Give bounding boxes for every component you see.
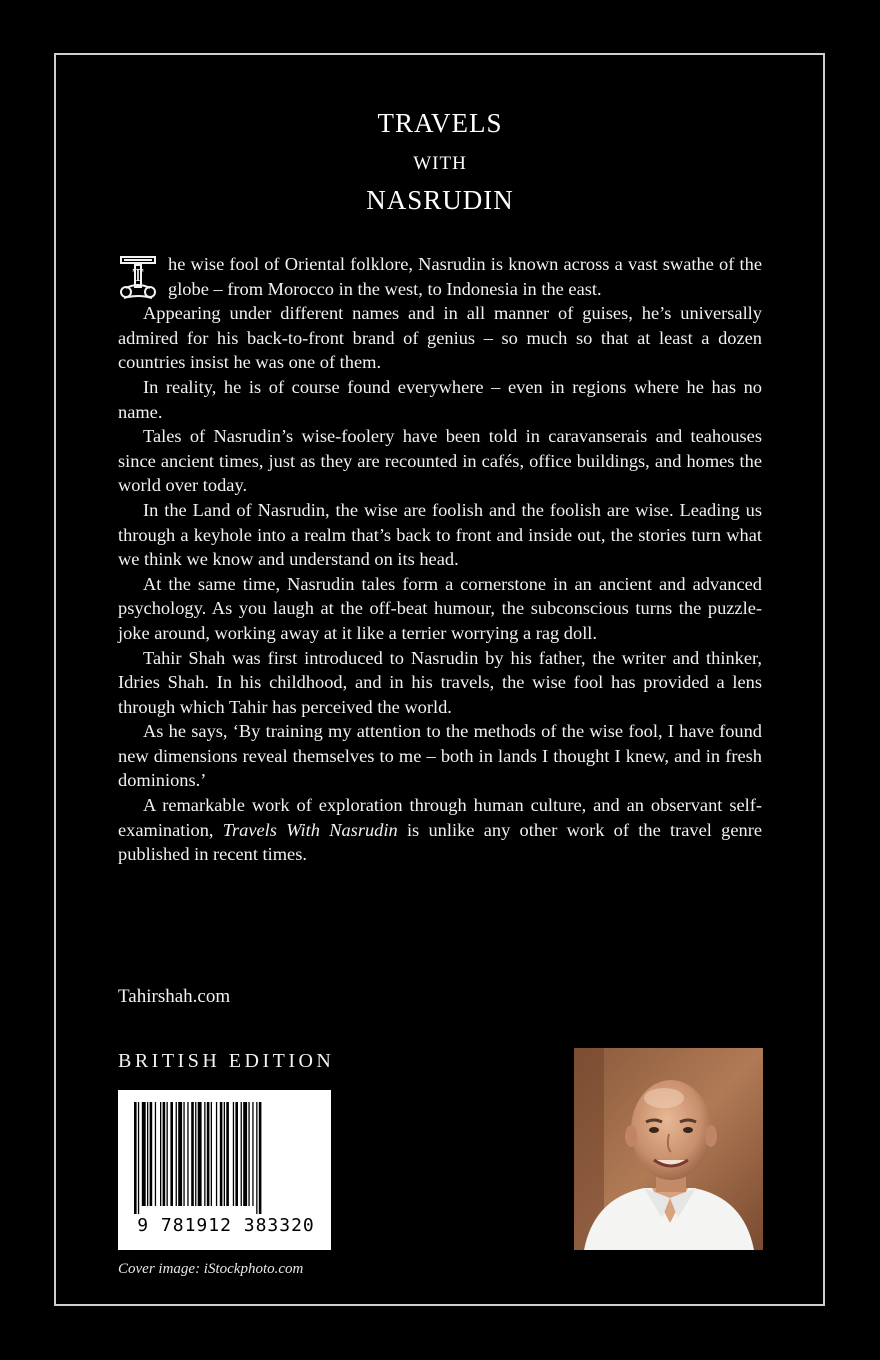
blurb-paragraph-1 [118,252,762,301]
barcode-bar [211,1102,212,1206]
barcode-bar [241,1102,242,1206]
author-portrait-image [574,1048,763,1250]
paragraph-text: he wise fool of Oriental folklore, Nasrudin is known across a vast swathe of the globe – from Morocco in the west, to Indonesia in the east. [168,254,762,299]
isbn-number: 9 781912 383320 [137,1215,315,1236]
blurb-paragraph-5: In the Land of Nasrudin, the wise are foolish and the foolish are wise. Leading us through a keyhole into a realm that’s back to front and inside out, the stories turn what we think we know and understand on its head. [118,499,762,570]
barcode-bar [195,1102,196,1206]
barcode-bar [248,1102,249,1206]
author-photo [574,1048,763,1250]
barcode-bar [233,1102,234,1206]
website-link[interactable]: Tahirshah.com [118,986,231,1007]
barcode-bar [216,1102,217,1206]
barcode-bar [170,1102,173,1206]
barcode-bar [142,1102,146,1206]
barcode-bar [155,1102,156,1206]
dropcap-ornament [118,254,158,300]
title-line-2: WITH [413,153,467,174]
blurb-paragraph-7: Tahir Shah was first introduced to Nasrudin by his father, the writer and thinker, Idries Shah. In his childhood, and in his travels, the wise fool has provided a lens through which Tahir has perceived the world. [118,647,762,717]
barcode-bar [187,1102,188,1206]
barcode-bar [243,1102,247,1206]
blurb [118,252,762,867]
barcode-bar [178,1102,182,1206]
blurb-paragraph-2: Appearing under different names and in all manner of guises, he’s universally admired for his back-to-front brand of genius – so much so that at least a dozen countries insist he was one of them. [118,303,762,373]
title-line-1: TRAVELS [377,108,503,138]
barcode-bar [183,1102,184,1206]
barcode-bar [220,1102,223,1206]
barcode-bar [163,1102,166,1206]
blurb-paragraph-9 [118,793,762,867]
barcode-bar [191,1102,194,1206]
barcode-bar [259,1102,262,1214]
barcode [118,1090,331,1250]
barcode-bar [167,1102,168,1206]
barcode-bar [207,1102,210,1206]
barcode-bar [160,1102,161,1206]
barcode-bar [150,1102,153,1206]
blurb-paragraph-6: At the same time, Nasrudin tales form a cornerstone in an ancient and advanced psychology. As you laugh at the off-beat humour, the subconscious turns the puzzle-joke around, working away at it like a terrier worrying a rag doll. [118,573,762,643]
barcode-bar [176,1102,177,1206]
barcode-bar [226,1102,229,1206]
barcode-bar [235,1102,238,1206]
barcode-bar [224,1102,225,1206]
paragraph-text: A remarkable work of exploration through human culture, and an observant self-examination, [118,795,762,840]
barcode-bar [198,1102,202,1206]
barcode-bar [134,1102,137,1214]
blurb-paragraph-8: As he says, ‘By training my attention to the methods of the wise fool, I have found new dimensions reveal themselves to me – both in lands I thought I knew, and in fresh dominions.’ [118,721,762,791]
barcode-bar [204,1102,205,1206]
blurb-paragraph-4: Tales of Nasrudin’s wise-foolery have been told in caravanserais and teahouses since ancient times, just as they are recounted in cafés, office buildings, and homes the world over today. [118,426,762,496]
barcode-bar [252,1102,253,1206]
cover-credit: Cover image: iStockphoto.com [118,1261,304,1277]
blurb-paragraph-3: In reality, he is of course found everywhere – even in regions where he has no name. [118,376,762,422]
barcode-bars [130,1102,320,1214]
paragraph-text: is unlike any other work of the travel genre published in recent times. [118,819,762,865]
barcode-bar [147,1102,148,1206]
barcode-bar [256,1102,257,1214]
edition-label: BRITISH EDITION [118,1050,335,1072]
book-title-italic: Travels With Nasrudin [222,819,398,840]
barcode-bar [138,1102,139,1214]
dropcap-letter: T [132,265,144,285]
title-line-3: NASRUDIN [366,185,514,215]
